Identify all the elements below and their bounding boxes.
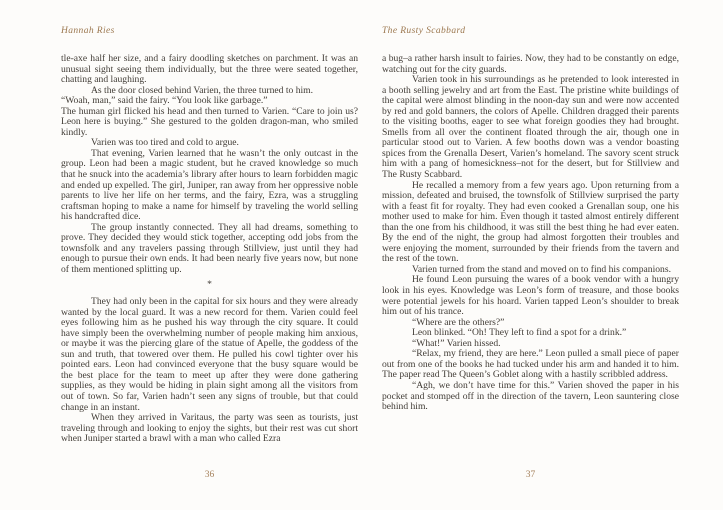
body-paragraph: “What!” Varien hissed. (412, 337, 501, 349)
body-paragraph: tle-axe half her size, and a fairy doodling sketches on parchment. It was an unusual sight seeing them individually, but the three were seated together, chatting and laughing. (61, 54, 358, 86)
page-number-right: 37 (525, 470, 536, 480)
page-number-left: 36 (204, 470, 215, 480)
body-paragraph: “Woah, man,” said the fairy. “You look like garbage.” (61, 95, 268, 107)
body-paragraph: The human girl flicked his head and then turned to Varien. “Care to join us? Leon here is buying.” She gestured to the golden dragon-man, who smiled kindly. (61, 105, 358, 138)
body-paragraph: That evening, Varien learned that he wasn’t the only outcast in the group. Leon had been a magic student, but he craved knowledge so much that he snuck into the academia’s library after hours to learn forbidden magic and ended up expelled. The girl, Juniper, ran away from her oppressive noble parents to live her life on her terms, and the fairy, Ezra, was a struggling craftsman hoping to make a name for himself by traveling the world selling his handcrafted dice. (61, 147, 358, 223)
page-body-left (61, 54, 358, 454)
page-body-right (382, 54, 679, 454)
body-paragraph: When they arrived in Varitaus, the party was seen as tourists, just traveling through and looking to enjoy the sights, but their rest was cut short when Juniper started a brawl with a man who called Ezra (61, 412, 358, 445)
page-right (382, 26, 679, 492)
body-paragraph: Leon blinked. “Oh! They left to find a spot for a drink.” (412, 327, 627, 339)
running-header-title: The Rusty Scabbard (382, 26, 466, 36)
body-paragraph: “Where are the others?” (412, 316, 505, 328)
body-paragraph: Varien took in his surroundings as he pretended to look interested in a booth selling jewelry and art from the East. The pristine white buildings of the capital were almost blinding in the noon-day sun and were now accented by red and gold banners, the colors of Apelle. Children dragged their parents to the visiting booths, eager to see what foreign goodies they had brought. Smells from all over the continent floated through the air, though one in particular stood out to Varien. A few booths down was a vendor boasting spices from the Grenalla Desert, Varien’s homeland. The savory scent struck him with a pang of homesickness–not for the desert, but for Stillview and The Rusty Scabbard. (382, 74, 679, 181)
body-paragraph: a bug–a rather harsh insult to fairies. Now, they had to be constantly on edge, watching out for the city guards. (382, 54, 679, 75)
body-paragraph: They had only been in the capital for six hours and they were already wanted by the local guard. It was a new record for them. Varien could feel eyes following him as he pushed his way through the city square. It could have simply been the overwhelming number of people making him anxious, or maybe it was the piercing glare of the statue of Apelle, the goddess of the sun and truth, that towered over them. He pulled his cowl tighter over his pointed ears. Leon had convinced everyone that the busy square would be the best place for the team to meet up after they were done gathering supplies, as they would be hiding in plain sight among all the visitors from out of town. So far, Varien hadn’t seen any signs of trouble, but that could change in an instant. (61, 296, 358, 413)
scene-break: * (207, 279, 212, 291)
body-paragraph: Varien was too tired and cold to argue. (91, 137, 239, 149)
body-paragraph: The group instantly connected. They all had dreams, something to prove. They decided they would stick together, accepting odd jobs from the townsfolk and any travelers passing through Stillview, just until they had enough to pursue their own ends. It had been nearly five years now, but none of them mentioned splitting up. (61, 221, 358, 275)
body-paragraph: As the door closed behind Varien, the three turned to him. (91, 84, 314, 96)
page-left (61, 26, 358, 492)
body-paragraph: He recalled a memory from a few years ago. Upon returning from a mission, defeated and bruised, the townsfolk of Stillview surprised the party with a feast fit for royalty. They had even cooked a Grenallan soup, one his mother used to make for him. Even though it tasted almost entirely different than the one from his childhood, it was still the best thing he had ever eaten. By the end of the night, the group had almost forgotten their troubles and were enjoying the moment, surrounded by their friends from the tavern and the rest of the town. (382, 179, 679, 265)
body-paragraph: “Relax, my friend, they are here.” Leon pulled a small piece of paper out from one of the books he had tucked under his arm and handed it to him. The paper read The Queen’s Goblet along with a hastily scribbled address. (382, 348, 679, 381)
running-header-author: Hannah Ries (61, 26, 115, 36)
body-paragraph: He found Leon pursuing the wares of a book vendor with a hungry look in his eyes. Knowledge was Leon’s form of treasure, and those books were potential jewels for his hoard. Varien tapped Leon’s shoulder to break him out of his trance. (382, 274, 679, 318)
body-paragraph: Varien turned from the stand and moved on to find his companions. (412, 263, 671, 275)
body-paragraph: “Agh, we don’t have time for this.” Varien shoved the paper in his pocket and stomped off in the direction of the tavern, Leon sauntering close behind him. (382, 379, 679, 413)
